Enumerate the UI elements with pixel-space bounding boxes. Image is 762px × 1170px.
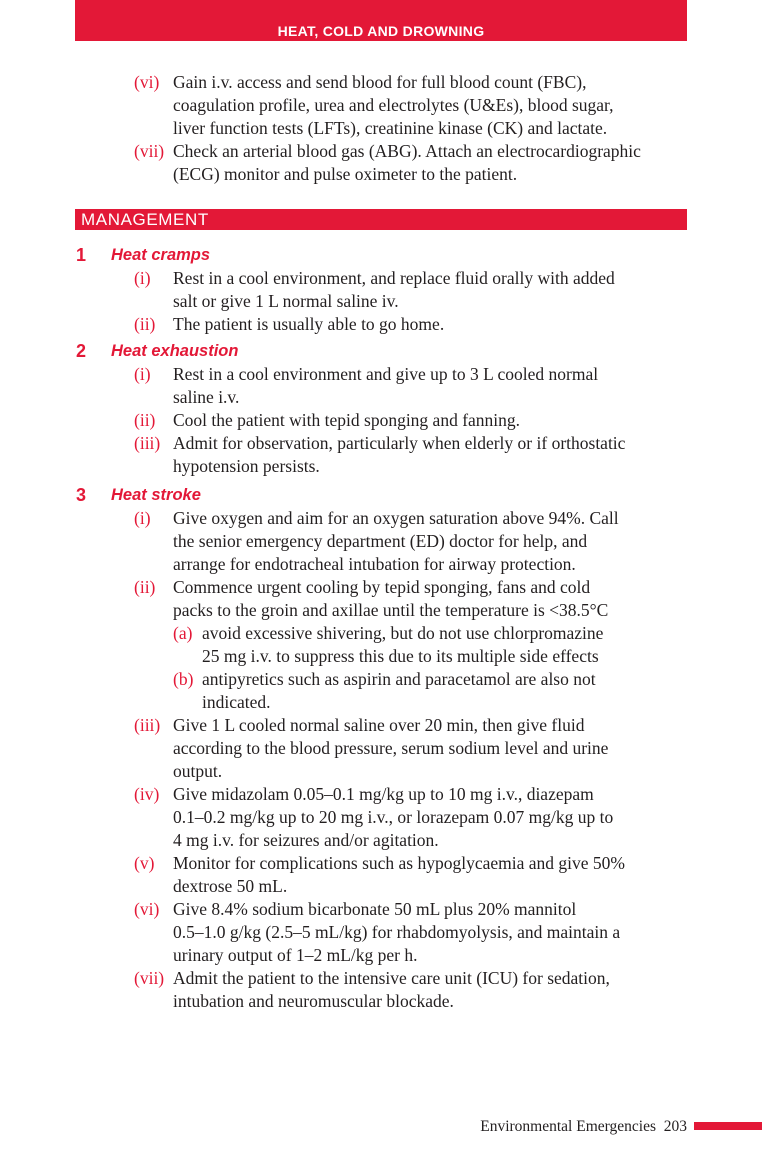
list-item-line: intubation and neuromuscular blockade. <box>173 991 454 1011</box>
footer-accent-bar <box>694 1122 762 1130</box>
list-item-line: dextrose 50 mL. <box>173 876 288 896</box>
list-item-number: (i) <box>134 508 151 528</box>
list-item-number: (ii) <box>134 314 156 334</box>
list-item-line: 4 mg i.v. for seizures and/or agitation. <box>173 830 439 850</box>
list-item-line: Cool the patient with tepid sponging and fanning. <box>173 410 521 430</box>
list-item-number: (vii) <box>134 968 165 988</box>
list-item-number: (iii) <box>134 715 161 735</box>
running-header <box>75 0 687 41</box>
sub-item-line: indicated. <box>202 692 271 712</box>
footer-page-number: 203 <box>663 1118 687 1135</box>
sub-item-line: 25 mg i.v. to suppress this due to its multiple side effects <box>202 646 599 666</box>
list-item-line: the senior emergency department (ED) doctor for help, and <box>173 531 588 551</box>
group-heading: Heat exhaustion <box>111 342 239 360</box>
list-item-number: (vi) <box>134 72 160 92</box>
list-item-line: urinary output of 1–2 mL/kg per h. <box>173 945 418 965</box>
list-item-line: packs to the groin and axillae until the temperature is <38.5°C <box>173 600 609 620</box>
list-item-line: according to the blood pressure, serum sodium level and urine <box>173 738 609 758</box>
list-item-line: Commence urgent cooling by tepid sponging, fans and cold <box>173 577 591 597</box>
running-header-title: HEAT, COLD AND DROWNING <box>277 23 485 39</box>
sub-item-line: avoid excessive shivering, but do not use chlorpromazine <box>202 623 604 643</box>
list-item-line: Rest in a cool environment, and replace fluid orally with added <box>173 268 615 288</box>
list-item-number: (v) <box>134 853 155 873</box>
list-item-line: Admit the patient to the intensive care unit (ICU) for sedation, <box>173 968 610 988</box>
sub-item-number: (a) <box>173 623 193 643</box>
list-item-line: salt or give 1 L normal saline iv. <box>173 291 399 311</box>
group-number: 3 <box>76 485 87 505</box>
group-number: 2 <box>76 341 87 361</box>
list-item-line: Check an arterial blood gas (ABG). Attach an electrocardiographic <box>173 141 641 161</box>
list-item-line: Gain i.v. access and send blood for full blood count (FBC), <box>173 72 587 92</box>
list-item-number: (ii) <box>134 577 156 597</box>
list-item-line: Give 8.4% sodium bicarbonate 50 mL plus 20% mannitol <box>173 899 577 919</box>
sub-item-line: antipyretics such as aspirin and paracetamol are also not <box>202 669 596 689</box>
list-item-line: Give 1 L cooled normal saline over 20 min, then give fluid <box>173 715 585 735</box>
list-item-line: 0.1–0.2 mg/kg up to 20 mg i.v., or lorazepam 0.07 mg/kg up to <box>173 807 614 827</box>
section-header-management <box>75 209 687 230</box>
list-item-line: arrange for endotracheal intubation for airway protection. <box>173 554 576 574</box>
list-item-line: liver function tests (LFTs), creatinine kinase (CK) and lactate. <box>173 118 608 138</box>
group-number: 1 <box>76 245 87 265</box>
page-footer <box>480 1117 687 1137</box>
list-item-number: (i) <box>134 268 151 288</box>
list-item-number: (iii) <box>134 433 161 453</box>
list-item-line: Give oxygen and aim for an oxygen saturation above 94%. Call <box>173 508 619 528</box>
list-item-number: (iv) <box>134 784 160 804</box>
group-heading: Heat stroke <box>111 486 201 504</box>
list-item-number: (vi) <box>134 899 160 919</box>
section-title: MANAGEMENT <box>81 210 209 229</box>
group-heading: Heat cramps <box>111 246 211 264</box>
list-item-line: Monitor for complications such as hypoglycaemia and give 50% <box>173 853 625 873</box>
list-item-line: saline i.v. <box>173 387 240 407</box>
list-item-line: Rest in a cool environment and give up to 3 L cooled normal <box>173 364 599 384</box>
list-item-line: The patient is usually able to go home. <box>173 314 445 334</box>
list-item-number: (ii) <box>134 410 156 430</box>
list-item-line: hypotension persists. <box>173 456 320 476</box>
sub-item-number: (b) <box>173 669 194 689</box>
list-item-line: Give midazolam 0.05–0.1 mg/kg up to 10 mg i.v., diazepam <box>173 784 594 804</box>
list-item-line: output. <box>173 761 223 781</box>
list-item-number: (vii) <box>134 141 165 161</box>
list-item-number: (i) <box>134 364 151 384</box>
list-item-line: 0.5–1.0 g/kg (2.5–5 mL/kg) for rhabdomyolysis, and maintain a <box>173 922 621 942</box>
footer-chapter: Environmental Emergencies <box>480 1118 656 1135</box>
list-item-line: (ECG) monitor and pulse oximeter to the patient. <box>173 164 518 184</box>
list-item-line: coagulation profile, urea and electrolytes (U&Es), blood sugar, <box>173 95 614 115</box>
list-item-line: Admit for observation, particularly when elderly or if orthostatic <box>173 433 626 453</box>
